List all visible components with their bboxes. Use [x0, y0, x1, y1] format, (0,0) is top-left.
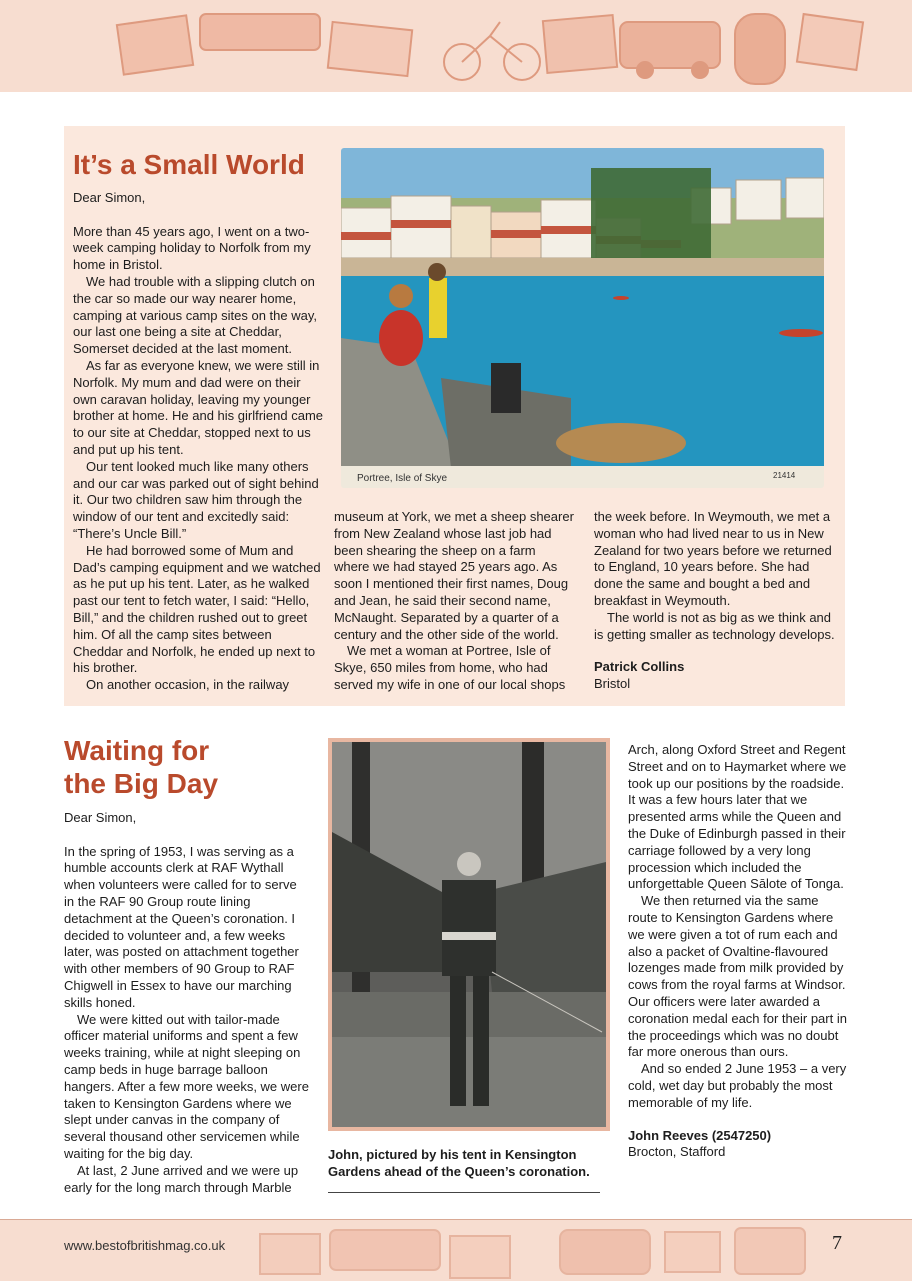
- footer-website: www.bestofbritishmag.co.uk: [64, 1238, 226, 1253]
- letter-title-big-day: [64, 734, 218, 800]
- letter1-signature: Patrick Collins: [594, 659, 685, 675]
- letter1-paragraph: the week before. In Weymouth, we met a woman who had lived near to us in New Zealand for two years before we returned to England, 10 years before. She had done the same and bought a bed and breakfast in Weymouth.: [594, 509, 832, 608]
- letter2-paragraph: And so ended 2 June 1953 – a very cold, wet day but probably the most memorable of my life.: [628, 1061, 847, 1110]
- letter2-town: Brocton, Stafford: [628, 1144, 726, 1160]
- letter1-paragraph: We met a woman at Portree, Isle of Skye, 650 miles from home, who had served my wife in one of our local shops: [334, 643, 566, 692]
- letter2-paragraph: At last, 2 June arrived and we were up early for the long march through Marble: [64, 1162, 299, 1195]
- letter1-column-2: [334, 509, 574, 694]
- letter2-paragraph: Arch, along Oxford Street and Regent Street and on to Haymarket where we took up our positions by the roadside. It was a few hours later that we presented arms while the Queen and the Duke of Edinburgh passed in their carriage followed by a very long procession which included the unforgettable Queen Sālote of Tonga.: [628, 742, 847, 892]
- letter2-greeting: Dear Simon,: [64, 810, 137, 825]
- page-number: 7: [832, 1232, 842, 1254]
- tent-scene-illustration: [332, 742, 606, 1127]
- letter1-town: Bristol: [594, 676, 631, 692]
- letter1-paragraph: Our tent looked much like many others and our car was parked out of sight behind it. Our two children saw him through the window of our tent and excitedly said: “There’s Uncle Bill.”: [73, 458, 319, 541]
- coronation-photo-frame: [328, 738, 610, 1131]
- letter1-paragraph: He had borrowed some of Mum and Dad’s camping equipment and we watched as he put up his tent. Later, as he walked past our tent to fetch water, I said: “Hello, Bill,” and the children rushed out to greet him. Of all the camp sites between Cheddar and Norfolk, he ended up next to his brother.: [73, 542, 321, 676]
- john-tent-photo: [332, 742, 606, 1127]
- letter-title-line: Waiting for: [64, 735, 210, 766]
- photo-caption: John, pictured by his tent in Kensington Gardens ahead of the Queen’s coronation.: [328, 1147, 590, 1179]
- postal-illustration-top: [0, 0, 912, 92]
- letter2-paragraph: We were kitted out with tailor-made officer material uniforms and spent a few weeks training, while at night sleeping on camp beds in huge barrage balloon hangers. After a few more weeks, we were taken to Kensington Gardens where we slept under canvas in the company of several thousand other servicemen while waiting for the big day.: [64, 1011, 309, 1161]
- letter1-paragraph: On another occasion, in the railway: [86, 677, 290, 693]
- letter1-paragraph: museum at York, we met a sheep shearer from New Zealand whose last job had been shearing the sheep on a farm where we had stayed 25 years ago. As soon I mentioned their first names, Doug and Jean, he said their second name, McNaught. Separated by a quarter of a century and the other side of the world.: [334, 509, 574, 642]
- portree-postcard-photo: [341, 148, 824, 488]
- harbour-scene-illustration: [341, 148, 824, 488]
- letter1-greeting: Dear Simon,: [73, 190, 146, 205]
- letter-title-small-world: It’s a Small World: [73, 149, 305, 180]
- caption-rule: [328, 1192, 600, 1193]
- letter-title-line: the Big Day: [64, 768, 219, 799]
- letter1-column-3: [594, 509, 839, 693]
- letter1-paragraph: The world is not as big as we think and is getting smaller as technology develops.: [594, 609, 835, 642]
- letter2-paragraph: In the spring of 1953, I was serving as a humble accounts clerk at RAF Wythall when volunteers were called for to serve in the RAF 90 Group route lining detachment at the Queen’s coronation. I decided to volunteer and, a few weeks later, was posted on attachment together with other members of 90 Group to RAF Chigwell in Essex to have our marching skills honed.: [64, 843, 299, 1010]
- top-decorative-band: [0, 0, 912, 92]
- letter1-paragraph: More than 45 years ago, I went on a two-week camping holiday to Norfolk from my home in Bristol.: [73, 223, 311, 273]
- letter2-paragraph: We then returned via the same route to Kensington Gardens where we were given a tot of rum each and also a packet of Ovaltine-flavoured lozenges made from milk provided by cows from the royal farms at Windsor. Our officers were later awarded a coronation medal each for their part in the proceedings which was no doubt far more onerous than ours.: [628, 893, 847, 1060]
- postcard-caption: Portree, Isle of Skye: [357, 473, 448, 484]
- letter1-column-1: [73, 190, 323, 694]
- letter1-paragraph: We had trouble with a slipping clutch on the car so made our way nearer home, camping at various camp sites on the way, our last one being a site at Cheddar, Somerset decided at the last moment.: [73, 273, 317, 357]
- letter2-column-3: [628, 742, 848, 1161]
- letter2-signature: John Reeves (2547250): [628, 1127, 772, 1143]
- letter2-column-1: [64, 810, 309, 1196]
- letter1-paragraph: As far as everyone knew, we were still in Norfolk. My mum and dad were on their own caravan holiday, leaving my younger brother at home. He and his girlfriend came to our site at Cheddar, stopped next to us and put up his tent.: [73, 357, 324, 457]
- postcard-code: 21414: [773, 471, 796, 480]
